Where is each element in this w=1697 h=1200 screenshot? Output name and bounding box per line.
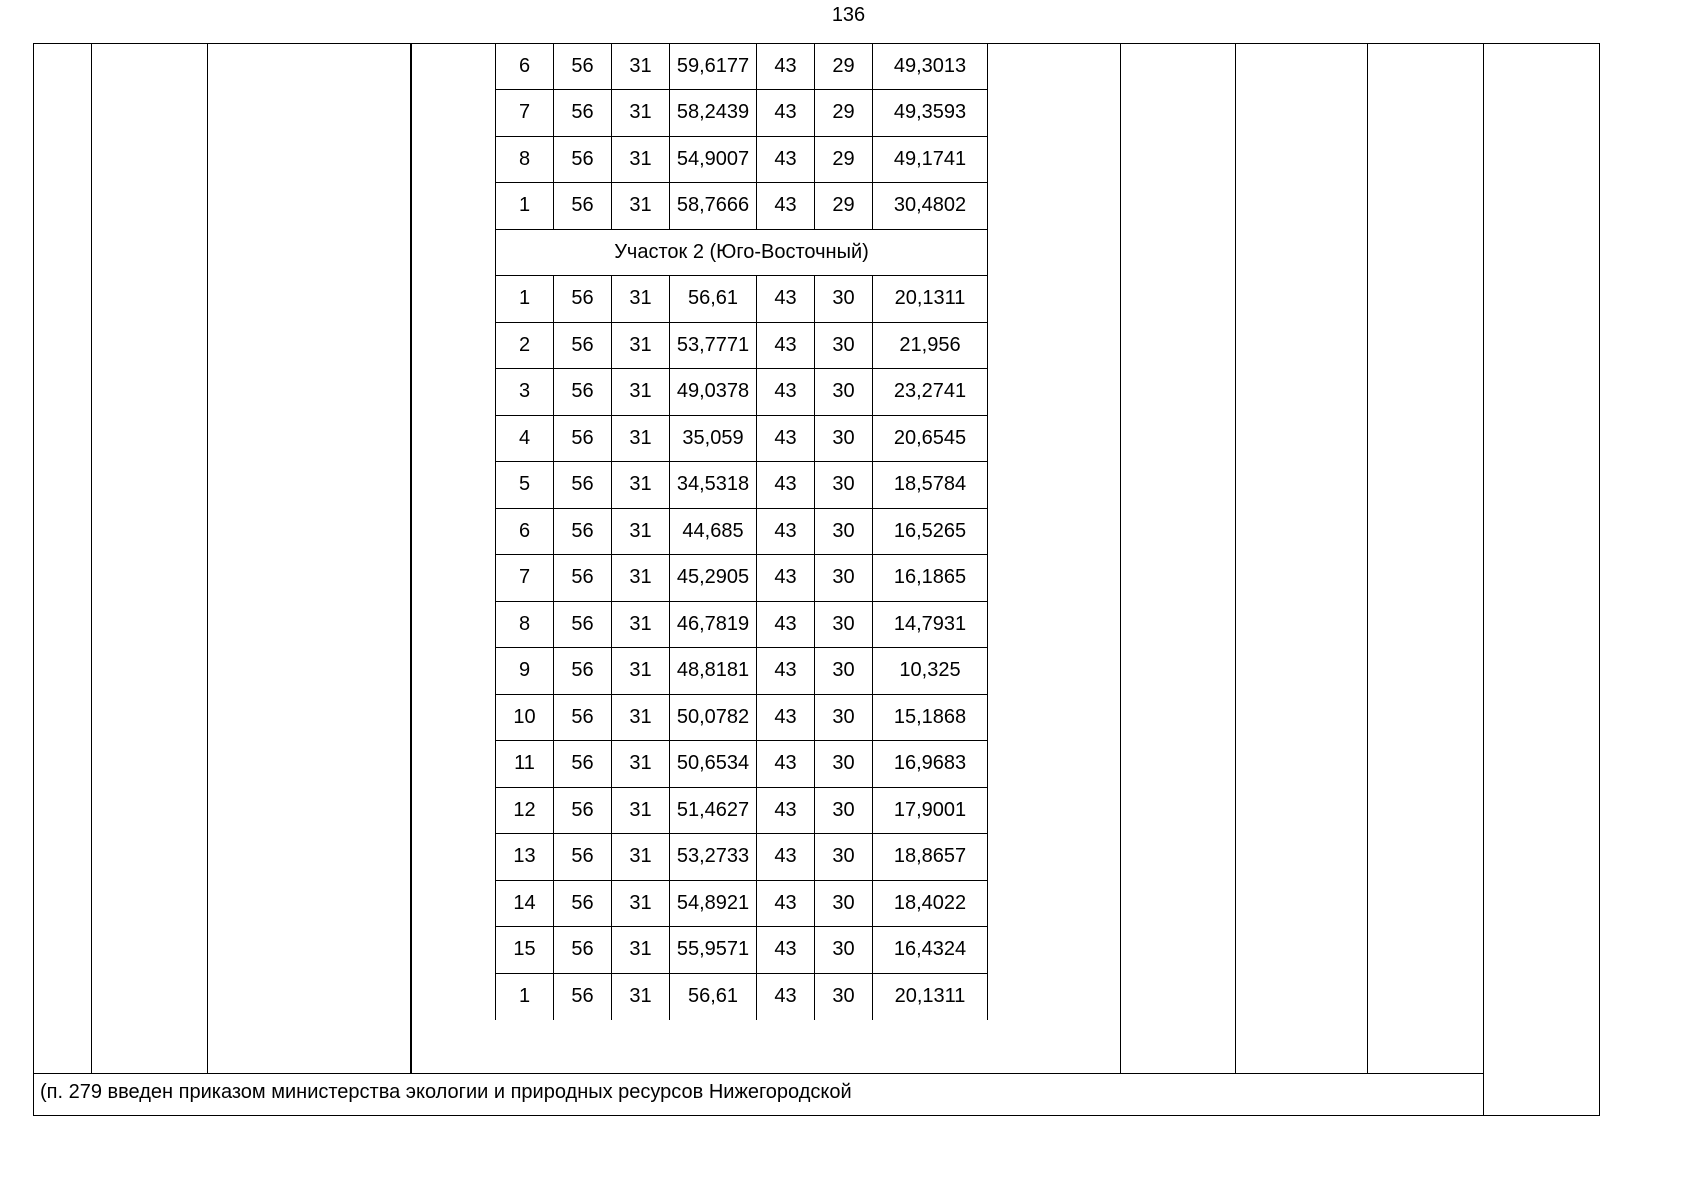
table-cell: 31 xyxy=(612,694,670,741)
table-cell: 43 xyxy=(757,741,815,788)
table-cell: 49,3593 xyxy=(873,90,988,137)
table-row xyxy=(496,927,988,974)
table-cell: 20,1311 xyxy=(873,276,988,323)
table-cell: 50,0782 xyxy=(670,694,757,741)
table-cell: 30 xyxy=(815,555,873,602)
table-cell: 43 xyxy=(757,322,815,369)
table-row xyxy=(496,43,988,90)
table-row xyxy=(496,136,988,183)
table-cell: 54,9007 xyxy=(670,136,757,183)
table-cell: 55,9571 xyxy=(670,927,757,974)
table-row xyxy=(496,322,988,369)
column-divider xyxy=(1235,44,1236,1074)
table-cell: 45,2905 xyxy=(670,555,757,602)
table-cell: 31 xyxy=(612,555,670,602)
table-cell: 43 xyxy=(757,834,815,881)
table-cell: 56 xyxy=(554,694,612,741)
document-table-frame xyxy=(33,43,1600,1116)
table-row xyxy=(496,601,988,648)
table-cell: 49,1741 xyxy=(873,136,988,183)
table-cell: 51,4627 xyxy=(670,787,757,834)
table-cell: 3 xyxy=(496,369,554,416)
table-cell: 43 xyxy=(757,90,815,137)
table-cell: 30 xyxy=(815,462,873,509)
table-cell: 31 xyxy=(612,415,670,462)
table-cell: 30 xyxy=(815,508,873,555)
table-cell: 56 xyxy=(554,183,612,230)
table-cell: 56 xyxy=(554,43,612,90)
table-cell: 43 xyxy=(757,43,815,90)
table-cell: 56 xyxy=(554,787,612,834)
table-cell: 1 xyxy=(496,973,554,1020)
table-cell: 43 xyxy=(757,276,815,323)
table-cell: 56 xyxy=(554,834,612,881)
table-cell: 43 xyxy=(757,694,815,741)
table-cell: 43 xyxy=(757,601,815,648)
table-row xyxy=(496,787,988,834)
table-cell: 50,6534 xyxy=(670,741,757,788)
table-cell: 30 xyxy=(815,601,873,648)
table-cell: 54,8921 xyxy=(670,880,757,927)
table-cell: 16,1865 xyxy=(873,555,988,602)
table-cell: 15,1868 xyxy=(873,694,988,741)
table-cell: 20,1311 xyxy=(873,973,988,1020)
table-cell: 30 xyxy=(815,694,873,741)
table-row xyxy=(496,369,988,416)
table-cell: 43 xyxy=(757,415,815,462)
table-cell: 18,5784 xyxy=(873,462,988,509)
table-cell: 16,4324 xyxy=(873,927,988,974)
table-cell: 31 xyxy=(612,322,670,369)
table-cell: 30 xyxy=(815,927,873,974)
table-row xyxy=(496,973,988,1020)
table-cell: 31 xyxy=(612,834,670,881)
table-row xyxy=(496,834,988,881)
table-cell: 48,8181 xyxy=(670,648,757,695)
table-cell: 1 xyxy=(496,183,554,230)
table-row xyxy=(496,741,988,788)
table-cell: 35,059 xyxy=(670,415,757,462)
column-divider xyxy=(1483,43,1484,1116)
table-row xyxy=(496,694,988,741)
table-cell: 46,7819 xyxy=(670,601,757,648)
table-cell: 29 xyxy=(815,136,873,183)
table-cell: 9 xyxy=(496,648,554,695)
table-cell: 49,3013 xyxy=(873,43,988,90)
table-cell: 43 xyxy=(757,462,815,509)
table-row xyxy=(496,415,988,462)
table-cell: 16,9683 xyxy=(873,741,988,788)
table-cell: 5 xyxy=(496,462,554,509)
table-cell: 56 xyxy=(554,136,612,183)
table-cell: 44,685 xyxy=(670,508,757,555)
table-cell: 30 xyxy=(815,276,873,323)
table-cell: 18,8657 xyxy=(873,834,988,881)
table-cell: 56 xyxy=(554,90,612,137)
table-cell: 43 xyxy=(757,787,815,834)
table-cell: 23,2741 xyxy=(873,369,988,416)
table-cell: 43 xyxy=(757,369,815,416)
table-cell: 30 xyxy=(815,741,873,788)
table-row xyxy=(496,276,988,323)
table-cell: 31 xyxy=(612,369,670,416)
table-cell: 14 xyxy=(496,880,554,927)
table-cell: 30 xyxy=(815,415,873,462)
table-row xyxy=(496,648,988,695)
table-cell: 18,4022 xyxy=(873,880,988,927)
table-cell: 53,2733 xyxy=(670,834,757,881)
table-cell: 29 xyxy=(815,90,873,137)
table-cell: 31 xyxy=(612,43,670,90)
table-cell: 56 xyxy=(554,601,612,648)
table-cell: 13 xyxy=(496,834,554,881)
table-cell: 31 xyxy=(612,90,670,137)
table-cell: 29 xyxy=(815,43,873,90)
table-row xyxy=(496,90,988,137)
column-divider xyxy=(1120,44,1121,1074)
table-cell: 11 xyxy=(496,741,554,788)
table-cell: 31 xyxy=(612,183,670,230)
table-cell: 10 xyxy=(496,694,554,741)
column-divider xyxy=(1367,44,1368,1074)
table-cell: 43 xyxy=(757,136,815,183)
table-cell: 17,9001 xyxy=(873,787,988,834)
table-cell: 43 xyxy=(757,648,815,695)
table-cell: 30,4802 xyxy=(873,183,988,230)
table-cell: 58,7666 xyxy=(670,183,757,230)
table-cell: 56 xyxy=(554,927,612,974)
table-cell: 4 xyxy=(496,415,554,462)
table-cell: 21,956 xyxy=(873,322,988,369)
table-cell: 31 xyxy=(612,136,670,183)
table-cell: 7 xyxy=(496,555,554,602)
section-title: Участок 2 (Юго-Восточный) xyxy=(496,229,988,276)
table-cell: 56 xyxy=(554,276,612,323)
table-cell: 30 xyxy=(815,369,873,416)
footnote: (п. 279 введен приказом министерства экологии и природных ресурсов Нижегородской xyxy=(40,1081,852,1103)
table-cell: 31 xyxy=(612,276,670,323)
table-cell: 56 xyxy=(554,322,612,369)
table-row xyxy=(496,183,988,230)
table-cell: 2 xyxy=(496,322,554,369)
table-cell: 14,7931 xyxy=(873,601,988,648)
table-cell: 31 xyxy=(612,462,670,509)
table-row xyxy=(496,880,988,927)
table-cell: 56,61 xyxy=(670,973,757,1020)
table-cell: 10,325 xyxy=(873,648,988,695)
table-cell: 56 xyxy=(554,369,612,416)
table-cell: 15 xyxy=(496,927,554,974)
table-cell: 56,61 xyxy=(670,276,757,323)
table-cell: 53,7771 xyxy=(670,322,757,369)
table-cell: 31 xyxy=(612,787,670,834)
column-divider xyxy=(91,44,92,1074)
table-cell: 8 xyxy=(496,601,554,648)
table-cell: 43 xyxy=(757,880,815,927)
table-cell: 49,0378 xyxy=(670,369,757,416)
table-cell: 6 xyxy=(496,43,554,90)
table-row xyxy=(496,508,988,555)
table-cell: 1 xyxy=(496,276,554,323)
table-cell: 56 xyxy=(554,555,612,602)
table-cell: 12 xyxy=(496,787,554,834)
table-cell: 56 xyxy=(554,648,612,695)
table-cell: 31 xyxy=(612,927,670,974)
section-row xyxy=(496,229,988,276)
table-cell: 56 xyxy=(554,973,612,1020)
table-cell: 43 xyxy=(757,555,815,602)
page-number: 136 xyxy=(831,4,866,26)
table-cell: 30 xyxy=(815,973,873,1020)
coordinates-table xyxy=(495,43,988,1020)
table-cell: 30 xyxy=(815,880,873,927)
table-cell: 56 xyxy=(554,462,612,509)
table-cell: 20,6545 xyxy=(873,415,988,462)
table-cell: 56 xyxy=(554,741,612,788)
table-cell: 58,2439 xyxy=(670,90,757,137)
table-row xyxy=(496,555,988,602)
table-cell: 16,5265 xyxy=(873,508,988,555)
column-divider xyxy=(410,44,412,1074)
table-cell: 56 xyxy=(554,880,612,927)
table-cell: 43 xyxy=(757,927,815,974)
table-cell: 31 xyxy=(612,648,670,695)
table-cell: 59,6177 xyxy=(670,43,757,90)
table-row xyxy=(496,462,988,509)
table-cell: 56 xyxy=(554,508,612,555)
table-cell: 30 xyxy=(815,322,873,369)
column-divider xyxy=(207,44,208,1074)
table-cell: 7 xyxy=(496,90,554,137)
table-cell: 43 xyxy=(757,973,815,1020)
table-cell: 31 xyxy=(612,973,670,1020)
table-cell: 30 xyxy=(815,787,873,834)
table-cell: 31 xyxy=(612,508,670,555)
table-cell: 34,5318 xyxy=(670,462,757,509)
table-cell: 30 xyxy=(815,648,873,695)
table-cell: 30 xyxy=(815,834,873,881)
table-cell: 43 xyxy=(757,508,815,555)
table-cell: 31 xyxy=(612,601,670,648)
table-cell: 56 xyxy=(554,415,612,462)
table-cell: 43 xyxy=(757,183,815,230)
table-cell: 31 xyxy=(612,880,670,927)
table-cell: 31 xyxy=(612,741,670,788)
table-cell: 8 xyxy=(496,136,554,183)
table-cell: 6 xyxy=(496,508,554,555)
table-cell: 29 xyxy=(815,183,873,230)
